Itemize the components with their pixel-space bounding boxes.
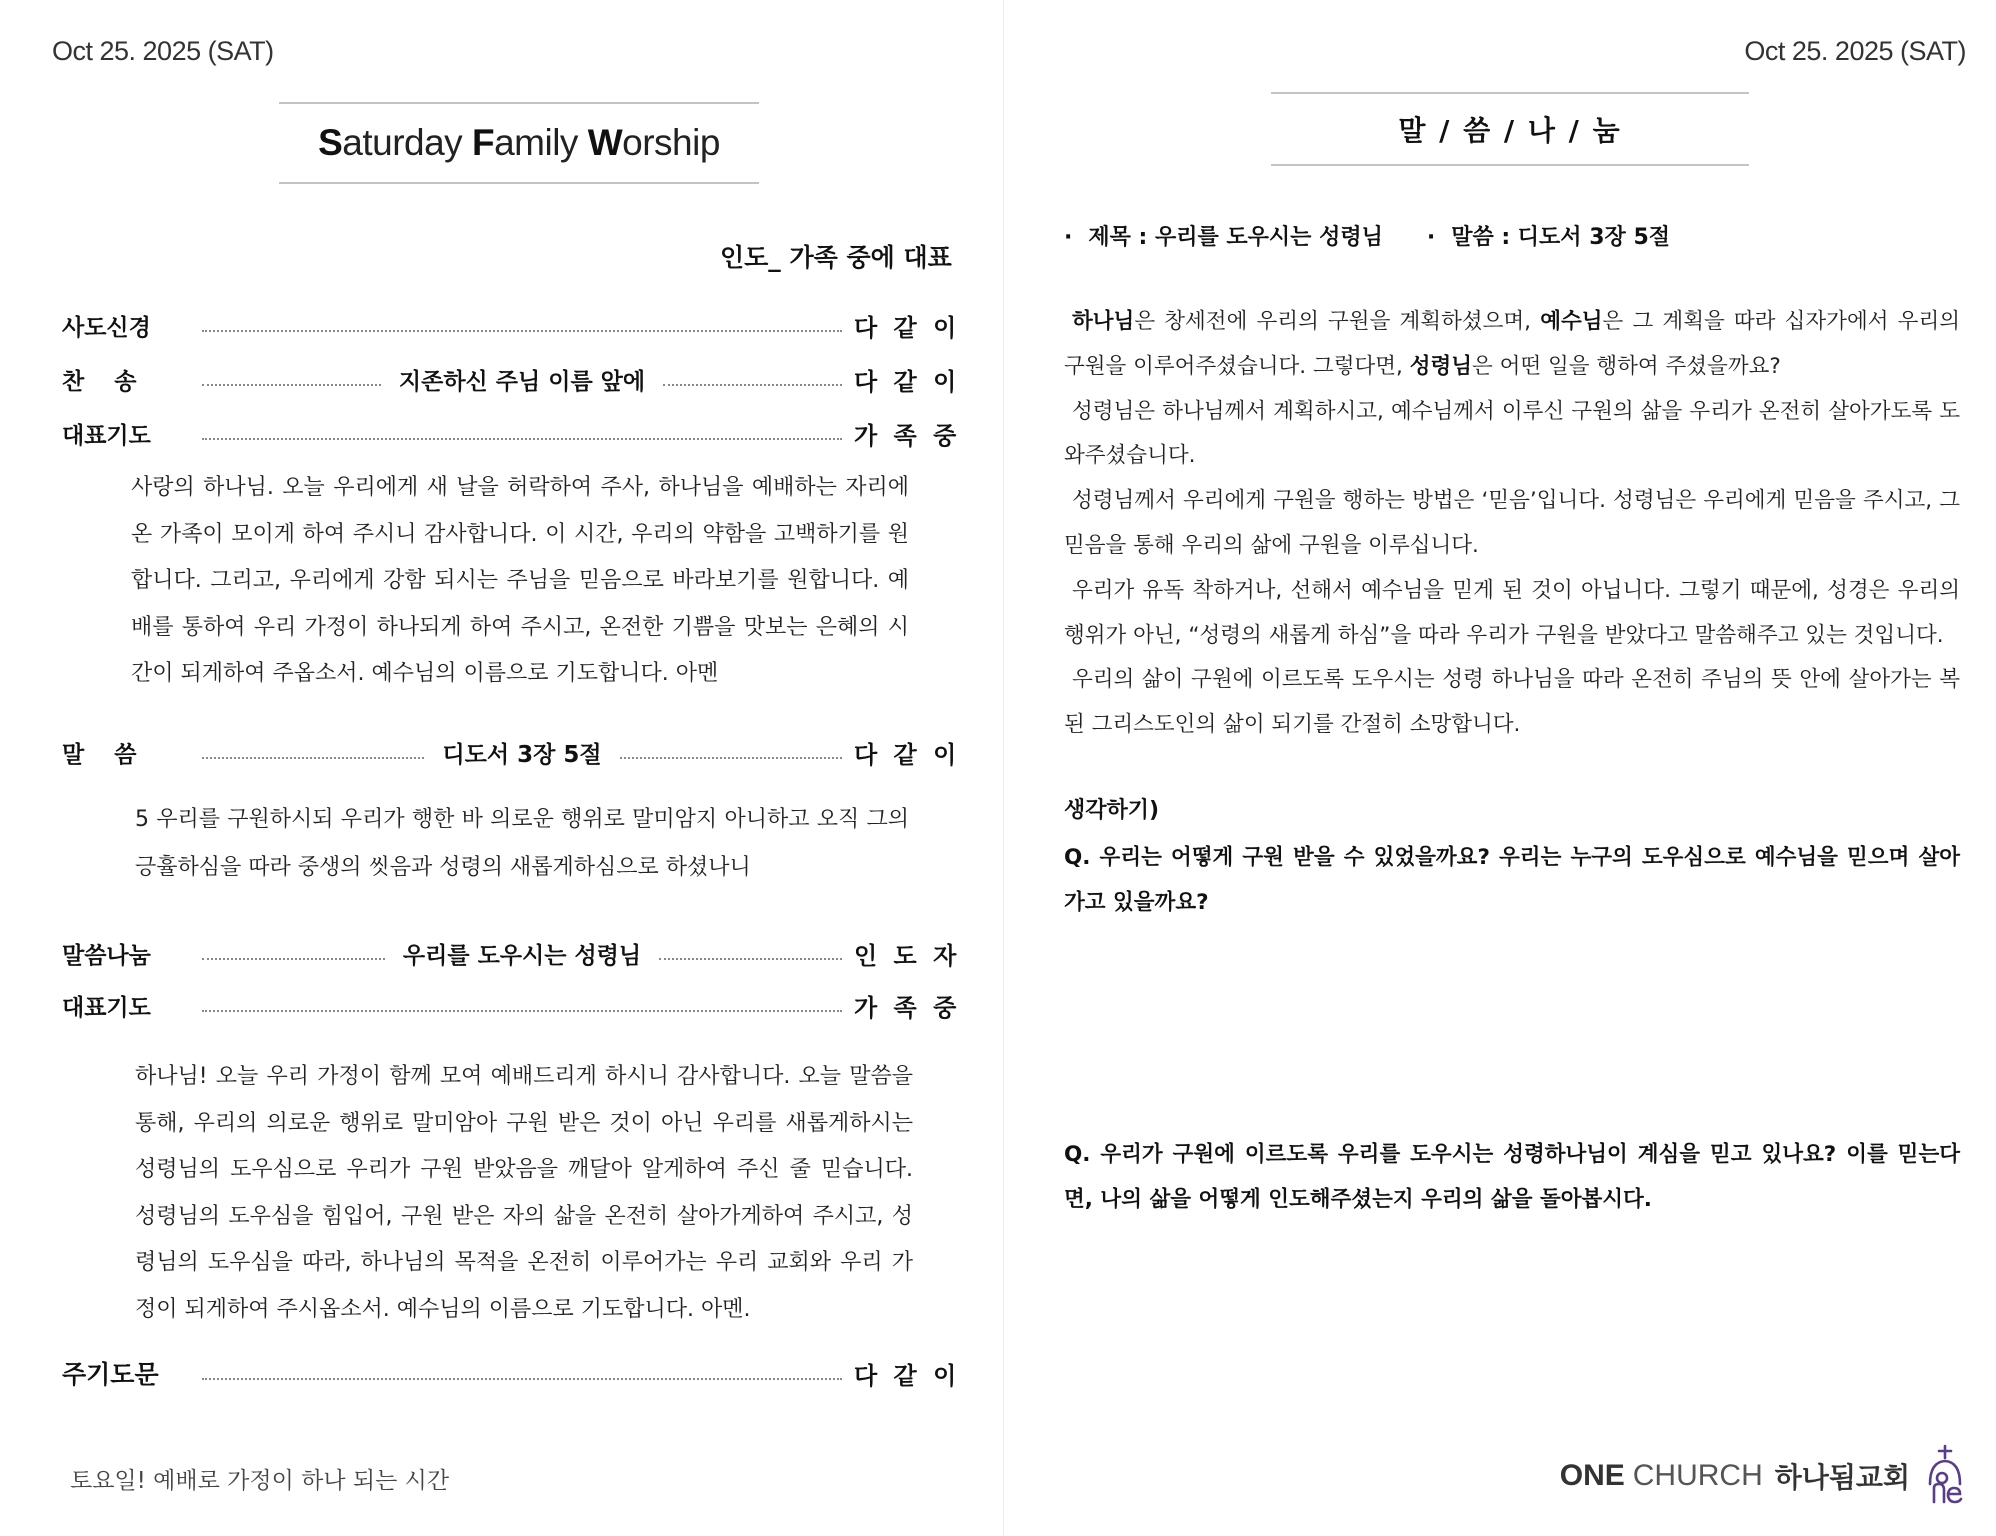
order-row-sharing	[62, 936, 961, 970]
order-label: 말씀	[62, 741, 167, 768]
order-label: 대표기도	[62, 422, 151, 449]
reflection-question-2: Q. 우리가 구원에 이르도록 우리를 도우시는 성령하나님이 계심을 믿고 있나요? 이를 믿는다면, 나의 삶을 어떻게 인도해주셨는지 우리의 삶을 돌아봅시다.	[1064, 1142, 1960, 1212]
leader-line: 인도_ 가족 중에 대표	[720, 243, 952, 272]
order-row-creed	[62, 308, 961, 342]
sermon-title: 우리를 도우시는 성령님	[402, 942, 642, 969]
date-right: Oct 25. 2025 (SAT)	[1744, 36, 1966, 66]
scripture-reference: 디도서 3장 5절	[442, 741, 602, 768]
sermon-paragraph: 성령님께서 우리에게 구원을 행하는 방법은 ‘믿음’입니다. 성령님은 우리에게 믿음을 주시고, 그 믿음을 통해 우리의 삶에 구원을 이루십니다.	[1064, 488, 1960, 558]
worship-title	[279, 102, 759, 184]
sermon-meta-scripture: · 말씀 : 디도서 3장 5절	[1427, 220, 1670, 251]
dotted-leader	[202, 958, 385, 960]
section-title: 말 / 씀 / 나 / 눔	[1271, 92, 1749, 166]
brand-one: ONE	[1559, 1459, 1625, 1492]
footer-slogan: 토요일! 예배로 가정이 하나 되는 시간	[70, 1468, 450, 1494]
reflection-heading: 생각하기)	[1064, 798, 1160, 823]
order-row-word	[62, 735, 961, 769]
order-participants: 가 족 중	[854, 421, 961, 450]
church-cross-logo-icon	[1922, 1444, 1968, 1508]
order-label: 대표기도	[62, 994, 151, 1021]
order-participants: 다 같 이	[854, 1361, 961, 1390]
scripture-verse: 5 우리를 구원하시되 우리가 행한 바 의로운 행위로 말미암지 아니하고 오직 그의 긍휼하심을 따라 중생의 씻음과 성령의 새롭게하심으로 하셨나니	[135, 807, 909, 880]
right-page	[1004, 0, 1996, 1536]
sermon-body	[1064, 300, 1960, 748]
dotted-leader	[202, 1378, 842, 1380]
order-participants: 다 같 이	[854, 367, 961, 396]
church-brand	[1560, 1444, 1968, 1508]
hymn-title: 지존하신 주님 이름 앞에	[398, 368, 646, 395]
dotted-leader	[663, 384, 842, 386]
date-left: Oct 25. 2025 (SAT)	[52, 36, 274, 66]
order-label: 주기도문	[62, 1360, 159, 1389]
order-participants: 다 같 이	[854, 740, 961, 769]
sermon-paragraph: 우리가 유독 착하거나, 선해서 예수님을 믿게 된 것이 아닙니다. 그렇기 때문에, 성경은 우리의 행위가 아닌, “성령의 새롭게 하심”을 따라 우리가 구원을 받았다고 말씀해주고 있는 것입니다.	[1064, 577, 1960, 648]
order-participants: 인 도 자	[854, 941, 961, 970]
dotted-leader	[620, 757, 842, 759]
order-row-prayer	[62, 416, 961, 450]
reflection-question-1: Q. 우리는 어떻게 구원 받을 수 있었을까요? 우리는 누구의 도우심으로 예수님을 믿으며 살아가고 있을까요?	[1064, 845, 1960, 915]
opening-prayer-text: 사랑의 하나님. 오늘 우리에게 새 날을 허락하여 주사, 하나님을 예배하는 자리에 온 가족이 모이게 하여 주시니 감사합니다. 이 시간, 우리의 약함을 고백하기를 원합니다. 그리고, 우리에게 강함 되시는 주님을 믿음으로 바라보기를 원합니다. 예배를 통하여 우리 가정이 하나되게 하여 주시고, 온전한 기쁨을 맛보는 은혜의 시간이 되게하여 주옵소서. 예수님의 이름으로 기도합니다. 아멘	[131, 475, 910, 686]
order-label: 말씀나눔	[62, 942, 151, 969]
dotted-leader	[659, 958, 842, 960]
dotted-leader	[202, 384, 381, 386]
dotted-leader	[202, 757, 424, 759]
order-label: 찬송	[62, 368, 167, 395]
order-row-hymn	[62, 362, 961, 396]
sermon-paragraph: 우리의 삶이 구원에 이르도록 도우시는 성령 하나님을 따라 온전히 주님의 뜻 안에 살아가는 복된 그리스도인의 삶이 되기를 간절히 소망합니다.	[1064, 667, 1960, 738]
brand-church: CHURCH	[1632, 1459, 1763, 1492]
order-row-closing-prayer	[62, 988, 961, 1022]
order-row-lords-prayer	[62, 1356, 961, 1390]
brand-korean-name: 하나됨교회	[1774, 1461, 1910, 1494]
order-participants: 가 족 중	[854, 993, 961, 1022]
sermon-paragraph: 성령님은 하나님께서 계획하시고, 예수님께서 이루신 구원의 삶을 우리가 온전히 살아가도록 도와주셨습니다.	[1064, 398, 1960, 469]
sermon-meta	[1064, 220, 1670, 251]
dotted-leader	[202, 1010, 842, 1012]
closing-prayer-text: 하나님! 오늘 우리 가정이 함께 모여 예배드리게 하시니 감사합니다. 오늘 말씀을 통해, 우리의 의로운 행위로 말미암아 구원 받은 것이 아닌 우리를 새롭게하시는 성령님의 도우심으로 우리가 구원 받았음을 깨달아 알게하여 주신 줄 믿습니다. 성령님의 도우심을 힘입어, 구원 받은 자의 삶을 온전히 살아가게하여 주시고, 성령님의 도우심을 따라, 하나님의 목적을 온전히 이루어가는 우리 교회와 우리 가정이 되게하여 주시옵소서. 예수님의 이름으로 기도합니다. 아멘.	[135, 1064, 913, 1322]
dotted-leader	[202, 438, 842, 440]
worship-title-text: Saturday Family Worship	[318, 122, 720, 163]
sermon-meta-title: · 제목 : 우리를 도우시는 성령님	[1064, 220, 1383, 251]
order-participants: 다 같 이	[854, 313, 961, 342]
order-label: 사도신경	[62, 314, 151, 341]
sermon-paragraph: 하나님은 창세전에 우리의 구원을 계획하셨으며, 예수님은 그 계획을 따라 십자가에서 우리의 구원을 이루어주셨습니다. 그렇다면, 성령님은 어떤 일을 행하여 주셨을까요?	[1064, 309, 1960, 379]
dotted-leader	[202, 330, 842, 332]
